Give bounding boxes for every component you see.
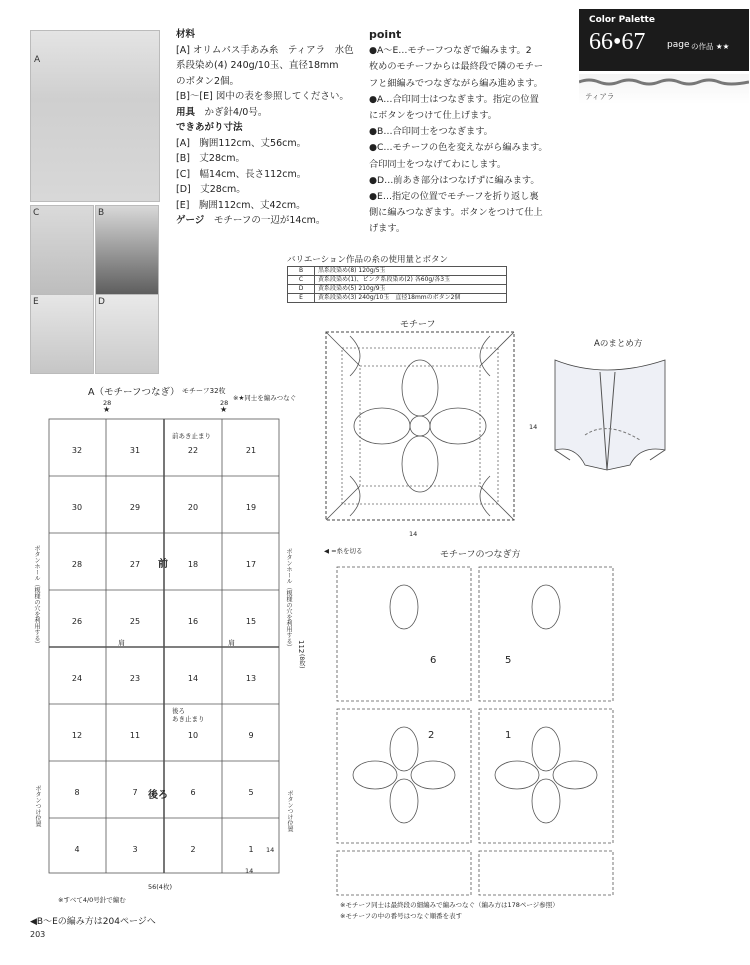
- cell-number: 15: [245, 617, 257, 626]
- motif-height: 14: [529, 423, 538, 431]
- star-icon: ★: [220, 405, 228, 414]
- left-button-label: ボタンつけ位置: [34, 785, 41, 827]
- cell-number: 24: [71, 674, 83, 683]
- front-opening-label: 前あき止まり: [172, 432, 211, 440]
- height-label: 112: [297, 640, 305, 654]
- back-opening-line: あき止まり: [172, 715, 205, 723]
- height-sub-label: (8枚): [298, 654, 305, 669]
- cell-number: 25: [129, 617, 141, 626]
- front-label: 前: [158, 559, 168, 570]
- size-line: [D] 丈28cm。: [176, 184, 246, 195]
- footer-ref: ◀B～Eの編み方は204ページへ: [30, 917, 156, 927]
- materials-line: 系段染め(4) 240g/10玉、直径18mm: [176, 60, 339, 71]
- cell-number: 29: [129, 503, 141, 512]
- total-width-label: 56(4枚): [148, 883, 172, 891]
- back-opening-label: [172, 707, 205, 723]
- photo-label-d: D: [98, 297, 105, 307]
- summary-diagram: [545, 350, 675, 475]
- cell-number: 13: [245, 674, 257, 683]
- cell-number: 30: [71, 503, 83, 512]
- table-cell: 黄系段染め(5) 210g/9玉: [315, 285, 507, 294]
- color-palette-box: [579, 9, 749, 71]
- point-block: [369, 27, 574, 238]
- cell-number: 20: [187, 503, 199, 512]
- motif-width: 14: [409, 530, 418, 538]
- gauge-value: モチーフの一辺が14cm。: [213, 215, 326, 226]
- materials-block: [176, 27, 366, 229]
- size-line: [E] 胸囲112cm、丈42cm。: [176, 199, 306, 211]
- palette-title: Color Palette: [589, 15, 655, 25]
- point-line: ●C…モチーフの色を変えながら編みます。: [369, 142, 548, 154]
- table-cell: B: [288, 267, 315, 276]
- cell-number: 23: [129, 674, 141, 683]
- cell-number: 3: [132, 845, 138, 854]
- table-cell: 黄系段染め(1)、ピンク系段染め(2) 各60g/各3玉: [315, 276, 507, 285]
- cell-number: 1: [248, 845, 254, 854]
- cell-number: 21: [245, 446, 257, 455]
- point-line: 側に編みつなぎます。ボタンをつけて仕上: [369, 207, 543, 219]
- page-number: 203: [30, 930, 46, 939]
- right-button-label: ボタンつけ位置: [286, 790, 293, 832]
- palette-page-word: page: [667, 40, 690, 50]
- photo-a: [30, 30, 160, 202]
- join-chart: [335, 565, 615, 897]
- cell-number: 31: [129, 446, 141, 455]
- cell-number: 16: [187, 617, 199, 626]
- point-line: ●E…指定の位置でモチーフを折り返し裏: [369, 191, 539, 203]
- cell-number: 9: [248, 731, 254, 740]
- cell-number: 10: [187, 731, 199, 740]
- cell-number: 6: [190, 788, 196, 797]
- motif-chart: [320, 326, 520, 526]
- cell-number: 27: [129, 560, 141, 569]
- table-cell: D: [288, 285, 315, 294]
- tools-label: 用具: [176, 106, 196, 118]
- gauge-row: [176, 213, 366, 229]
- summary-title: Aのまとめ方: [594, 339, 643, 349]
- cell-number: 4: [74, 845, 80, 854]
- photo-label-a: A: [34, 55, 41, 65]
- point-line: ●D…前あき部分はつなげずに編みます。: [369, 174, 540, 186]
- table-row: [288, 267, 507, 276]
- materials-line: [A] オリムパス手あみ糸 ティアラ 水色: [176, 44, 354, 56]
- gauge-label: ゲージ: [176, 215, 205, 226]
- table-cell: E: [288, 294, 315, 303]
- join-label-6: 6: [430, 655, 437, 666]
- photo-c: [30, 205, 94, 295]
- table-cell: C: [288, 276, 315, 285]
- join-label-2: 2: [428, 730, 435, 741]
- materials-heading: 材料: [176, 29, 196, 40]
- cell-number: 14: [187, 674, 199, 683]
- photo-e: [30, 294, 94, 374]
- photo-label-c: C: [33, 208, 40, 218]
- point-line: フと細編みでつなぎながら編み進めます。: [369, 77, 543, 89]
- photo-label-b: B: [98, 208, 105, 218]
- star-note: ※★同士を編みつなぐ: [233, 394, 297, 402]
- cell-number: 2: [190, 845, 196, 854]
- cut-note: ◀ =糸を切る: [324, 547, 363, 555]
- width-right: 28: [220, 399, 229, 407]
- point-line: ●B…合印同士をつなぎます。: [369, 126, 493, 138]
- tools-value: かぎ針4/0号。: [204, 106, 268, 118]
- table-row: [288, 294, 507, 303]
- join-label-1: 1: [505, 730, 512, 741]
- note-2: ※モチーフの中の番号はつなぐ順番を表す: [340, 912, 463, 920]
- table-row: [288, 285, 507, 294]
- variation-title: バリエーション作品の糸の使用量とボタン: [287, 255, 448, 265]
- tools-row: [176, 105, 366, 121]
- point-line: 枚めのモチーフからは最終段で隣のモチー: [369, 61, 544, 73]
- cell-number: 17: [245, 560, 257, 569]
- cell-width-label: 14: [245, 867, 254, 875]
- cell-number: 32: [71, 446, 83, 455]
- point-line: にボタンをつけて仕上げます。: [369, 110, 497, 122]
- size-line: [C] 幅14cm、長さ112cm。: [176, 168, 307, 180]
- back-label: 後ろ: [148, 790, 168, 801]
- point-heading: point: [369, 28, 402, 41]
- cell-number: 8: [74, 788, 80, 797]
- size-line: [B] 丈28cm。: [176, 153, 245, 164]
- diagram-title: A（モチーフつなぎ）: [88, 387, 180, 398]
- point-line: ●A…合印同士はつなぎます。指定の位置: [369, 93, 539, 105]
- yarn-strand: [579, 75, 749, 89]
- palette-pages: 66•67: [589, 29, 646, 55]
- cell-number: 26: [71, 617, 83, 626]
- materials-line: [B]～[E] 図中の表を参照してください。: [176, 91, 349, 102]
- hook-note: ※すべて4/0号針で編む: [58, 896, 126, 904]
- cell-number: 19: [245, 503, 257, 512]
- note-1: ※モチーフ同士は最終段の細編みで編みつなぐ（編み方は178ページ参照）: [340, 901, 559, 909]
- point-line: 合印同士をつなげてわにします。: [369, 158, 507, 170]
- cell-number: 22: [187, 446, 199, 455]
- diagram-count: モチーフ32枚: [182, 387, 226, 395]
- cell-number: 5: [248, 788, 254, 797]
- cell-number: 11: [129, 731, 141, 740]
- shoulder-left: 肩: [118, 639, 125, 647]
- cell-number: 7: [132, 788, 138, 797]
- table-row: [288, 276, 507, 285]
- motif-grid: [48, 418, 280, 874]
- materials-line: のボタン2個。: [176, 75, 240, 87]
- table-cell: 黒系段染め(8) 120g/5玉: [315, 267, 507, 276]
- star-icon: ★: [103, 405, 111, 414]
- cell-number: 18: [187, 560, 199, 569]
- photo-label-e: E: [33, 297, 39, 307]
- table-cell: 黄系段染め(3) 240g/10玉 直径18mmのボタン2個: [315, 294, 507, 303]
- join-label-5: 5: [505, 655, 512, 666]
- size-line: [A] 胸囲112cm、丈56cm。: [176, 137, 307, 149]
- cell-number: 28: [71, 560, 83, 569]
- right-buttonhole-label: ボタンホール（模様の穴を利用する）: [285, 548, 292, 650]
- left-buttonhole-label: ボタンホール（模様の穴を利用する）: [33, 545, 40, 647]
- cell-number: 12: [71, 731, 83, 740]
- point-line: ●A～E…モチーフつなぎで編みます。2: [369, 45, 532, 57]
- join-title: モチーフのつなぎ方: [440, 550, 521, 560]
- point-line: げます。: [369, 223, 406, 235]
- size-heading: できあがり寸法: [176, 122, 243, 133]
- yarn-name: ティアラ: [585, 92, 615, 101]
- variation-table: [287, 266, 507, 303]
- width-left: 28: [103, 399, 112, 407]
- shoulder-right: 肩: [228, 639, 235, 647]
- motif-title: モチーフ: [400, 320, 436, 330]
- palette-suffix: の作品 ★★: [691, 42, 730, 51]
- back-opening-line: 後ろ: [172, 707, 185, 715]
- cell-height-label: 14: [266, 846, 275, 854]
- photo-b: [95, 205, 159, 295]
